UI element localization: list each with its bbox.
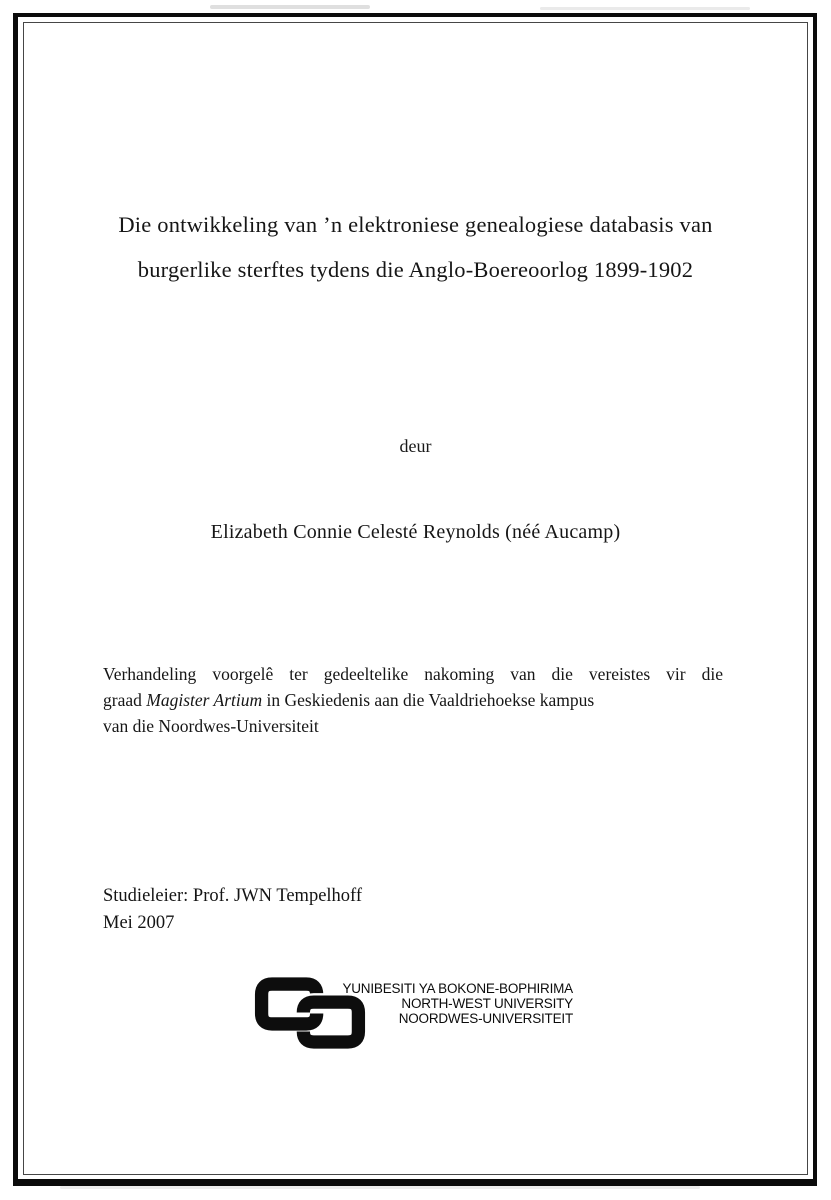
statement-line2-pre: graad — [103, 690, 147, 710]
statement-line3: van die Noordwes-Universiteit — [103, 716, 319, 736]
scan-artifact — [540, 7, 750, 10]
university-name-english: NORTH-WEST UNIVERSITY — [401, 996, 573, 1011]
university-name-setswana: YUNIBESITI YA BOKONE-BOPHIRIMA — [342, 981, 573, 996]
author-name: Elizabeth Connie Celesté Reynolds (néé Aucamp) — [210, 521, 621, 543]
supervisor-line: Studieleier: Prof. JWN Tempelhoff — [103, 886, 363, 906]
scan-artifact — [210, 5, 370, 9]
statement-line2 — [103, 687, 723, 713]
university-name-afrikaans: NOORDWES-UNIVERSITEIT — [398, 1011, 573, 1026]
thesis-title-line2: burgerlike sterftes tydens die Anglo-Boereoorlog 1899-1902 — [137, 257, 694, 282]
byline: deur — [399, 436, 432, 456]
submission-statement — [103, 661, 723, 739]
degree-name: Magister Artium — [146, 690, 263, 710]
date-line: Mei 2007 — [103, 913, 175, 933]
statement-line2-post: in Geskiedenis aan die Vaaldriehoekse kampus — [262, 690, 595, 710]
statement-line1: Verhandeling voorgelê ter gedeeltelike nakoming van die vereistes vir die — [103, 664, 723, 684]
supervisor-block — [103, 883, 362, 937]
university-wordmark — [342, 981, 573, 1026]
thesis-title-line1: Die ontwikkeling van ’n elektroniese genealogiese databasis van — [118, 212, 713, 237]
thesis-title — [40, 202, 791, 292]
scan-artifact — [60, 1186, 700, 1189]
